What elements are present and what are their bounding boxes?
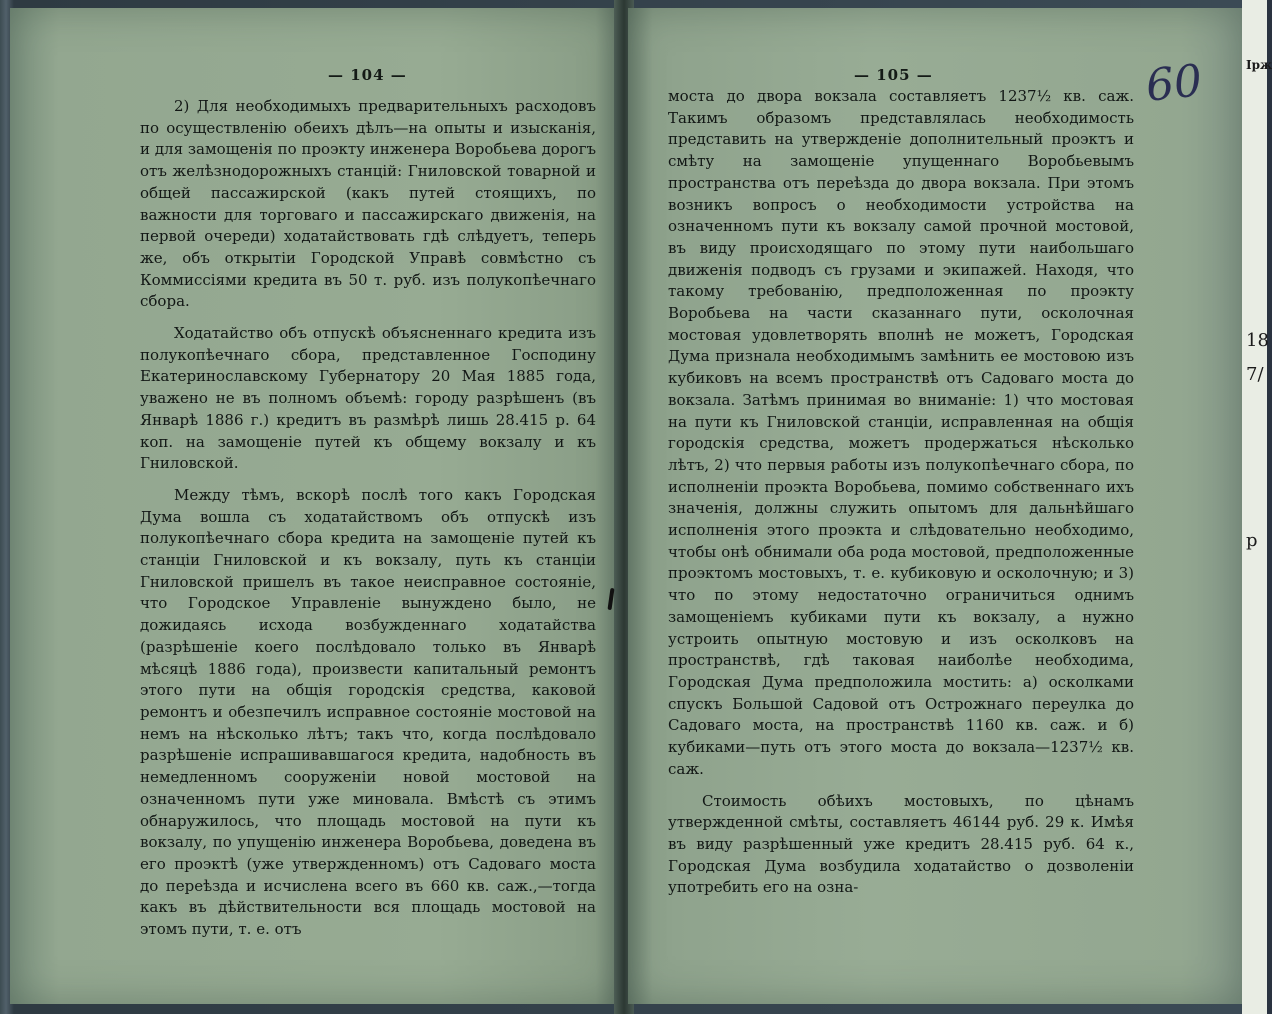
right-page — [628, 8, 1242, 1004]
edge-mark-2: 18 — [1246, 330, 1269, 351]
right-paragraph-2: Стоимость обѣихъ мостовыхъ, по цѣнамъ утвержденной смѣты, составляетъ 46144 руб. 29 к. Имѣя въ виду разрѣшенный уже кредитъ 28.415 руб. 64 к., Городская Дума возбудила ходатайство о дозволеніи употребить его на озна- — [668, 791, 1134, 897]
left-paragraph-2: Ходатайство объ отпускѣ объясненнаго кредита изъ полукопѣечнаго сбора, представленное Господину Екатеринославскому Губернатору 20 Мая 1885 года, уважено не въ полномъ объемѣ: городу разрѣшенъ (въ Январѣ 1886 г.) кредитъ въ размѣрѣ лишь 28.415 р. 64 коп. на замощеніе путей къ общему вокзалу и къ Гниловской. — [140, 324, 596, 473]
right-paragraph-1: моста до двора вокзала составляетъ 1237½ кв. саж. Такимъ образомъ представлялась необходимость представить на утвержденіе дополнительный проэктъ и смѣту на замощеніе упущеннаго Воробьевымъ пространства отъ переѣзда до двора вокзала. При этомъ возникъ вопросъ о необходимости устройства на означенномъ пути къ вокзалу самой прочной мостовой, въ виду происходящаго по этому пути наибольшаго движенія подводъ съ грузами и экипажей. Находя, что такому требованію, предположенная по проэкту Воробьева на части сказаннаго пути, осколочная мостовая удовлетворять вполнѣ не можетъ, Городская Дума признала необходимымъ замѣнить ее мостовою изъ кубиковъ на всемъ пространствѣ отъ Садоваго моста до вокзала. Затѣмъ принимая во вниманіе: 1) что мостовая на пути къ Гниловской станціи, исправленная на общія городскія средства, можетъ продержаться нѣсколько лѣтъ, 2) что первыя работы изъ полукопѣечнаго сбора, по исполненіи проэкта Воробьева, помимо собственнаго ихъ значенія, должны служить опытомъ для дальнѣйшаго исполненія этого проэкта и слѣдовательно необходимо, чтобы онѣ обнимали оба рода мостовой, предположенные проэктомъ мостовыхъ, т. е. кубиковую и осколочную; и 3) что по этому недостаточно ограничиться однимъ замощеніемъ кубиками пути къ вокзалу, а нужно устроить опытную мостовую и изъ осколковъ на пространствѣ, гдѣ таковая наиболѣе необходима, Городская Дума предположила мостить: а) осколками спускъ Большой Садовой отъ Острожнаго переулка до Садоваго моста, на пространствѣ 1160 кв. саж. и б) кубиками—путь отъ этого моста до вокзала—1237½ кв. саж. — [668, 87, 1134, 778]
right-page-body — [668, 86, 1134, 909]
edge-mark-4: р — [1246, 530, 1258, 551]
edge-mark-3: 7/ — [1246, 364, 1264, 385]
right-page-number: — 105 — — [854, 66, 933, 84]
edge-mark-1: Ірж — [1246, 58, 1272, 72]
left-page — [10, 8, 620, 1004]
handwritten-folio-number: 60 — [1143, 55, 1205, 112]
left-page-number: — 104 — — [328, 66, 407, 84]
next-page-edge — [1242, 0, 1272, 1014]
left-paragraph-3: Между тѣмъ, вскорѣ послѣ того какъ Городская Дума вошла съ ходатайствомъ объ отпускѣ изъ полукопѣечнаго сбора кредита на замощеніе путей къ станціи Гниловской и къ вокзалу, путь къ станціи Гниловской пришелъ въ такое неисправное состояніе, что Городское Управленіе вынуждено было, не дожидаясь исхода возбужденнаго ходатайства (разрѣшеніе коего послѣдовало только въ Январѣ мѣсяцѣ 1886 года), произвести капитальный ремонтъ этого пути на общія городскія средства, каковой ремонтъ и обезпечилъ исправное состояніе мостовой на немъ на нѣсколько лѣтъ; такъ что, когда послѣдовало разрѣшеніе испрашивавшагося кредита, надобность въ немедленномъ сооруженіи новой мостовой на означенномъ пути уже миновала. Вмѣстѣ съ этимъ обнаружилось, что площадь мостовой на пути къ вокзалу, по упущенію инженера Воробьева, доведена въ его проэктѣ (уже утвержденномъ) отъ Садоваго моста до переѣзда и исчислена всего въ 660 кв. саж.,—тогда какъ въ дѣйствительности вся площадь мостовой на этомъ пути, т. е. отъ — [140, 485, 596, 939]
left-page-body — [140, 96, 596, 951]
left-paragraph-1: 2) Для необходимыхъ предварительныхъ расходовъ по осуществленію обеихъ дѣлъ—на опыты и изысканія, и для замощенія по проэкту инженера Воробьева дорогъ отъ желѣзнодорожныхъ станцій: Гниловской товарной и общей пассажирской (какъ путей стоящихъ, по важности для торговаго и пассажирскаго движенія, на первой очереди) ходатайствовать гдѣ слѣдуетъ, теперь же, объ открытіи Городской Управѣ совмѣстно съ Коммиссіями кредита въ 50 т. руб. изъ полукопѣечнаго сбора. — [140, 97, 596, 311]
